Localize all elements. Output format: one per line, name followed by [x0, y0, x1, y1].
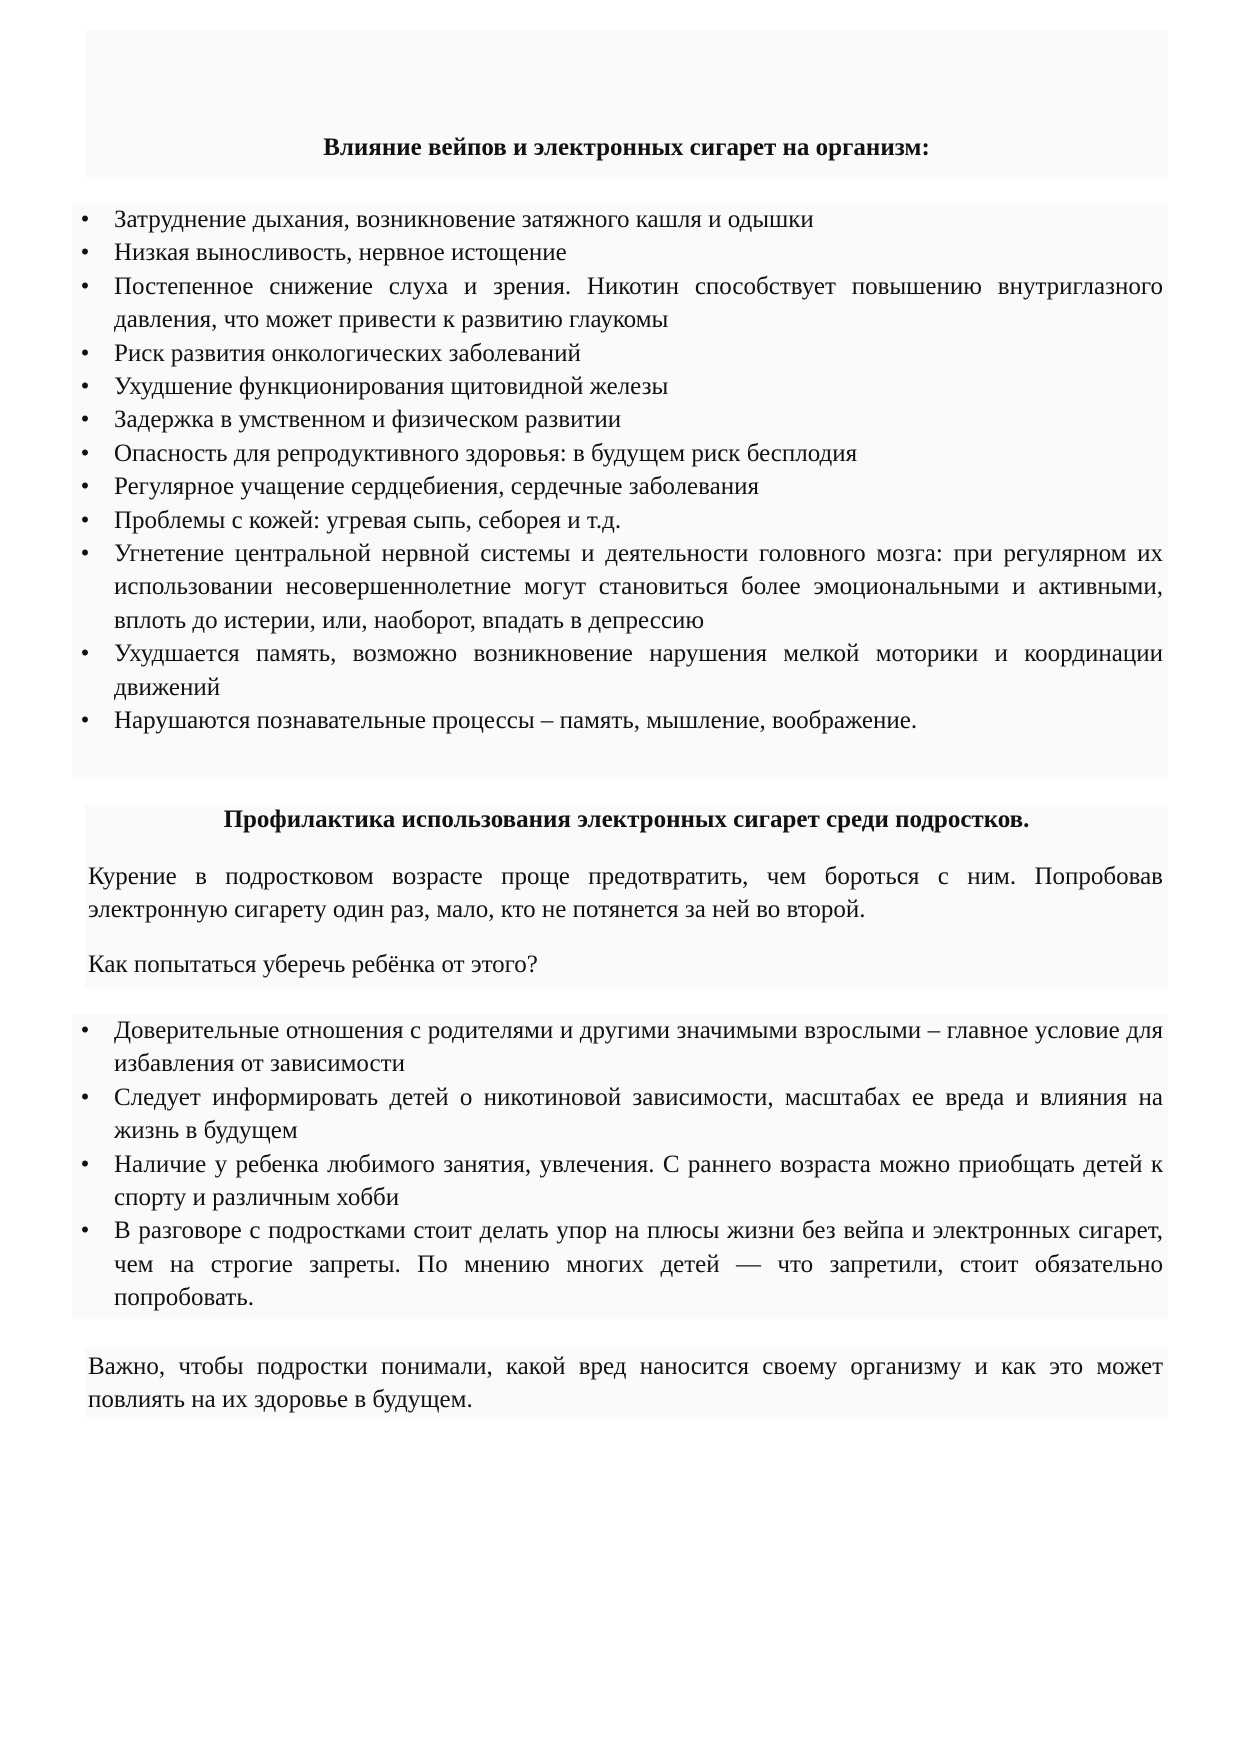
- list-item: [72, 1014, 1168, 1081]
- bullet-icon: •: [80, 1017, 90, 1044]
- list-item: [72, 537, 1168, 637]
- section1-title: Влияние вейпов и электронных сигарет на организм:: [323, 134, 930, 161]
- section2-title: Профилактика использования электронных сигарет среди подростков.: [223, 806, 1030, 833]
- list-item: [72, 637, 1168, 704]
- bullet-icon: •: [80, 272, 90, 300]
- list-item: [72, 704, 1168, 737]
- section1-title-block: [85, 30, 1168, 177]
- list-item: [72, 403, 1168, 436]
- list-item-text: Следует информировать детей о никотиновой зависимости, масштабах ее вреда и влияния на жизнь в будущем: [114, 1083, 1163, 1145]
- prevention-intro-block: [85, 805, 1168, 989]
- list-item-text: Постепенное снижение слуха и зрения. Никотин способствует повышению внутриглазного давления, что может привести к развитию глаукомы: [114, 272, 1163, 334]
- list-item-text: Наличие у ребенка любимого занятия, увлечения. С раннего возраста можно приобщать детей к спорту и различным хобби: [114, 1150, 1163, 1212]
- list-item: [72, 270, 1168, 337]
- bullet-icon: •: [80, 540, 90, 568]
- list-item-text: Проблемы с кожей: угревая сыпь, себорея и т.д.: [114, 506, 622, 534]
- list-item-text: Ухудшение функционирования щитовидной железы: [114, 373, 669, 401]
- effects-list: [72, 203, 1168, 738]
- list-item: [72, 504, 1168, 537]
- list-item: [72, 203, 1168, 236]
- list-item-text: Ухудшается память, возможно возникновение нарушения мелкой моторики и координации движений: [114, 640, 1163, 701]
- list-item: [72, 1148, 1168, 1215]
- list-item: [72, 1081, 1168, 1148]
- list-item: [72, 470, 1168, 503]
- list-item-text: Затруднение дыхания, возникновение затяжного кашля и одышки: [114, 206, 814, 233]
- list-item-text: Угнетение центральной нервной системы и деятельности головного мозга: при регулярном их использовании несовершеннолетние могут становиться более эмоциональными и активными, вплоть до истерии, или, наоборот, впадать в депрессию: [114, 540, 1163, 634]
- bullet-icon: •: [80, 373, 90, 401]
- bullet-icon: •: [80, 339, 90, 367]
- bullet-icon: •: [80, 473, 90, 501]
- list-item-text: Доверительные отношения с родителями и другими значимыми взрослыми – главное условие для избавления от зависимости: [114, 1017, 1163, 1078]
- bullet-icon: •: [80, 707, 90, 735]
- bullet-icon: •: [80, 1083, 90, 1111]
- list-item-text: Низкая выносливость, нервное истощение: [114, 239, 567, 267]
- closing-block: [85, 1347, 1168, 1417]
- prevention-paragraph: Курение в подростковом возрасте проще предотвратить, чем бороться с ним. Попробовав электронную сигарету один раз, мало, кто не потянется за ней во второй.: [88, 863, 1163, 923]
- prevention-list-block: [72, 1014, 1168, 1319]
- bullet-icon: •: [80, 1217, 90, 1245]
- bullet-icon: •: [80, 206, 90, 233]
- closing-paragraph: Важно, чтобы подростки понимали, какой вред наносится своему организму и как это может повлиять на их здоровье в будущем.: [88, 1353, 1163, 1413]
- effects-list-block: [72, 203, 1168, 777]
- list-item: [72, 337, 1168, 370]
- list-item: [72, 437, 1168, 470]
- prevention-question: Как попытаться уберечь ребёнка от этого?: [88, 951, 538, 978]
- bullet-icon: •: [80, 406, 90, 434]
- list-item-text: Задержка в умственном и физическом развитии: [114, 406, 622, 434]
- list-item-text: Нарушаются познавательные процессы – память, мышление, воображение.: [114, 707, 918, 735]
- list-item: [72, 236, 1168, 269]
- list-item-text: В разговоре с подростками стоит делать упор на плюсы жизни без вейпа и электронных сигарет, чем на строгие запреты. По мнению многих детей — что запретили, стоит обязательно попробовать.: [114, 1217, 1163, 1312]
- list-item-text: Опасность для репродуктивного здоровья: в будущем риск бесплодия: [114, 439, 858, 467]
- list-item-text: Риск развития онкологических заболеваний: [114, 339, 581, 367]
- bullet-icon: •: [80, 439, 90, 467]
- list-item: [72, 370, 1168, 403]
- bullet-icon: •: [80, 506, 90, 534]
- list-item: [72, 1214, 1168, 1314]
- prevention-list: [72, 1014, 1168, 1315]
- bullet-icon: •: [80, 1150, 90, 1178]
- bullet-icon: •: [80, 239, 90, 267]
- list-item-text: Регулярное учащение сердцебиения, сердечные заболевания: [114, 473, 759, 501]
- bullet-icon: •: [80, 640, 90, 668]
